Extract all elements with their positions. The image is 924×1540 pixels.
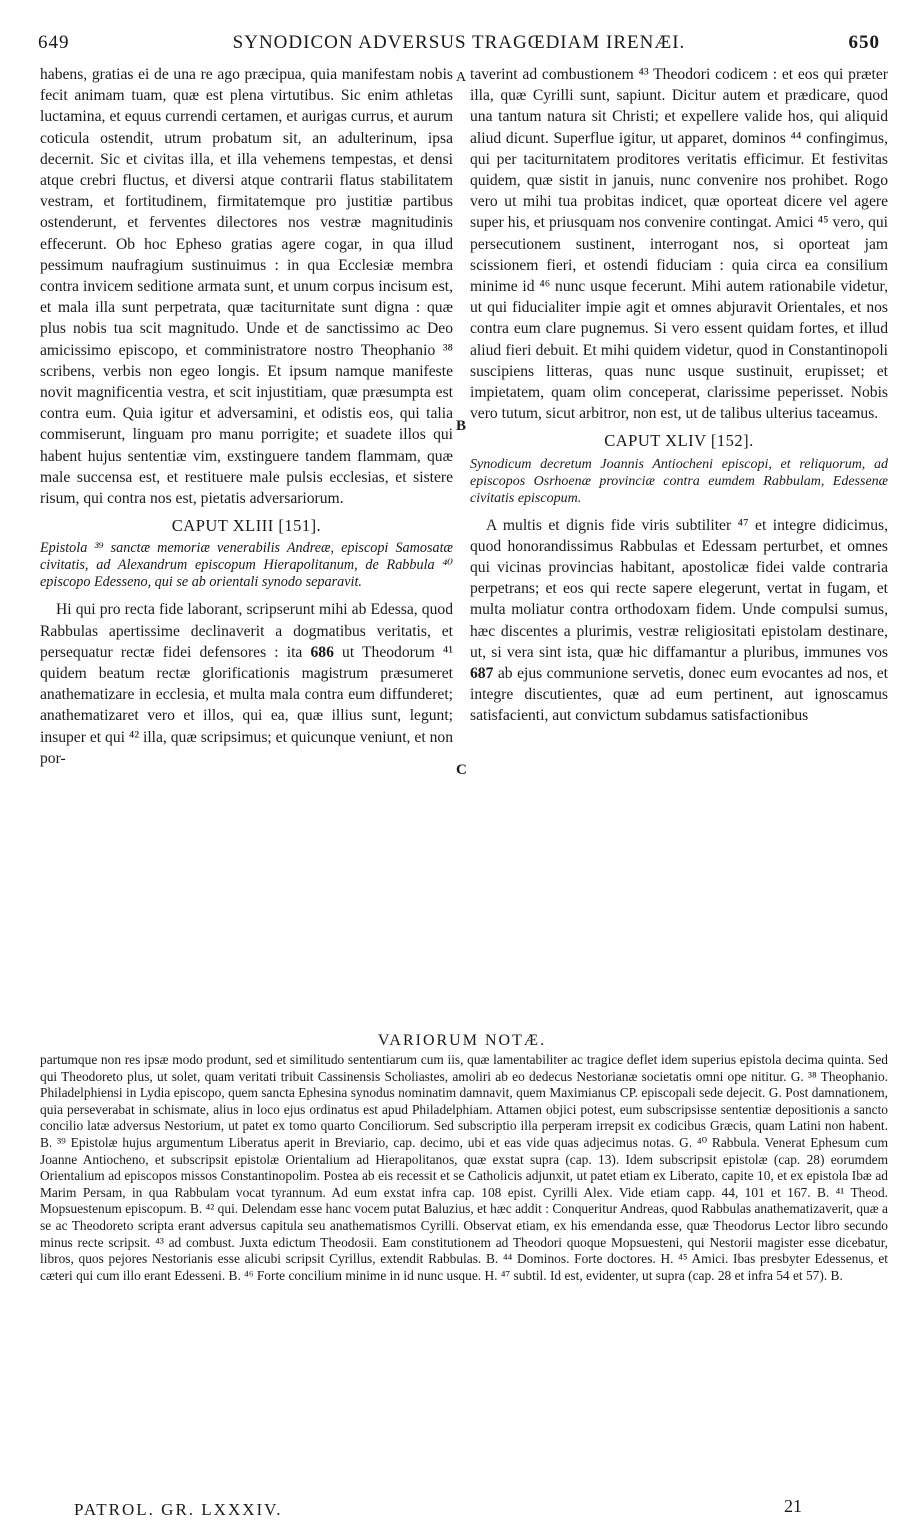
right-paragraph-1: taverint ad combustionem ⁴³ Theodori codicem : et eos qui præter illa, quæ Cyrilli sunt, sapiunt. Dicitur autem et prædicare, quod una tantum natura sit Christi; et expellere valide hos, qui aliquid aliud dicunt. Superflue igitur, ut apparet, dominos ⁴⁴ confingimus, qui per taciturnitatem proditores veritatis efficimur. Et festivitas quidem, quæ sistit in januis, nunc convenire nos prohibet. Rogo vero ut mihi tua probitas indicet, quæ oporteat dicere vel agere super his, et priusquam nos convenire contingat. Amici ⁴⁵ vero, qui persecutionem sustinent, interrogant nos, si oporteat jam scissionem fieri, et ostendi fiduciam : quia circa ea consilium minime id ⁴⁶ nunc usque fecerunt. Mihi autem rationabile videtur, ut qui fiducialiter impie agit et omnes abjuravit Orientales, et nos contra eum clare pugnemus. Si vero essent quidam fortes, et illud aliud fieri debuit. Et mihi quidem videtur, quod in Constantinopoli suscipiens litteras, quas nunc usque sustinuit, erupisset; et impietatem, quam olim conceperat, clarissime peperisset. Nobis vero tutum, sicut arbitror, non est, ut de talibus ulterius taceamus.	[470, 66, 888, 423]
column-marker-686: 686	[310, 643, 334, 661]
chapter-44-text-b: ab ejus communione servetis, donec eum evocantes ad nos, et integre discutientes, quæ ad eum pertinent, aut ignoscamus satisfacienti, aut convictum subdamus satisfactionibus	[470, 665, 888, 725]
chapter-43-text-a: Hi qui pro recta fide laborant, scripserunt mihi ab Edessa, quod Rabbulas apertissime declinaverit a dogmatibus veritatis, et persequatur rectæ fidei defensores : ita	[40, 601, 453, 661]
footer-sheet-number: 21	[784, 1496, 802, 1516]
chapter-44-text-a: A multis et dignis fide viris subtiliter ⁴⁷ et integre didicimus, quod honorandissimus Rabbulas et Edessam perturbet, et omnes qui vicinas provincias habitant, apostolicæ fidei valde contraria perpetrans; et eos qui recte sapere elegerunt, vertat in fugam, et multa moliatur contra orthodoxam fidem. Unde compulsi sumus, hæc discentes a plurimis, vestræ religiositati epistolam destinare, ut, si vera sint ista, quæ hic diffamantur a pluribus, immunes vos	[470, 516, 888, 661]
notes-heading: VARIORUM NOTÆ.	[377, 1032, 547, 1049]
chapter-43-text-b: ut Theodorum ⁴¹ quidem beatum rectæ glorificationis magistrum præsumeret anathematizare in ecclesia, et multa mala contra eum diffunderet; anathematizaret vero et illos, qui ea, quæ illius sunt, legunt; insuper et qui ⁴² illa, quæ scripsimus; et quicunque veniunt, et non por-	[40, 643, 453, 767]
chapter-44-subtitle: Synodicum decretum Joannis Antiocheni episcopi, et reliquorum, ad episcopos Osrhoenæ provinciæ contra eumdem Rabbulam, Edessenæ civitatis episcopum.	[470, 456, 888, 506]
margin-letter-c: C	[456, 762, 467, 778]
chapter-44-text	[470, 515, 888, 727]
running-header	[38, 32, 880, 58]
margin-letter-b: B	[456, 418, 467, 434]
footer-signature: PATROL. GR. LXXXIV.	[74, 1500, 283, 1519]
chapter-44-title: CAPUT XLIV [152].	[604, 431, 754, 451]
chapter-43-title: CAPUT XLIII [151].	[171, 516, 322, 536]
page-number-right: 650	[848, 32, 880, 53]
page-number-left: 649	[38, 32, 70, 53]
left-paragraph-1: habens, gratias ei de una re ago præcipua, quia manifestam nobis fecit animam tuam, quæ est plena virtutibus. Sic enim athletas luctamina, et equus currendi certamen, et aurigas currus, et aurum coticula ostendit, utrum probatum sit, an adulterinum, ipsa decernit. Sic et civitas illa, et illa vehemens tempestas, et densi atque crebri fluctus, et diversi atque contrarii flatus stabilitatem vestram, et fortitudinem, firmitatemque pro justitiæ partibus ostenderunt, et ferventes dilectores nos vestræ magnitudinis effecerunt. Ob hoc Epheso gratias agere cogar, in qua illud pessimum naufragium sustinuimus : in qua Ecclesiæ membra contra invicem seditione armata sunt, et unum corpus incisum est, et mala illa sunt perpetrata, quæ taciturnitate sunt digna : quæ plus nobis tua scit magnitudo. Unde et de sanctissimo ac Deo amicissimo episcopo, et comministratore nostro Theophanio ³⁸ scribens, verbis non egeo longis. Et ipsum namque manifeste novit magnificentia vestra, et scit injustitiam, quæ præsumpta est contra eum. Quia igitur et adversamini, et odistis eos, qui talia commiserunt, linguam pro manu porrigite; et suadete illos qui habent hujus sententiæ vim, exstinguere tandem flammam, quæ male succensa est, et restituere male pulsis ecclesias, et sistere risum, qui contra nos est, pietatis adversariorum.	[40, 66, 453, 508]
margin-letter-a: A	[456, 70, 467, 85]
chapter-43-subtitle: Epistola ³⁹ sanctæ memoriæ venerabilis Andreæ, episcopi Samosatæ civitatis, ad Alexandrum episcopum Hierapolitanum, de Rabbula ⁴⁰ episcopo Edesseno, qui se ab orientali synodo separavit.	[40, 540, 453, 591]
chapter-43-text	[40, 599, 453, 769]
notes-text: partumque non res ipsæ modo produnt, sed et similitudo sententiarum cum iis, quæ lamentabiliter ac tragice deflet idem superius epistola decima quinta. Sed qui Theodoreto plus, ut solet, quam veritati tribuit Cassinensis Scholiastes, amoliri ab eo dedecus Nestorianæ societatis omni ope nititur. G. ³⁸ Theophanio. Philadelphiensi in Lydia episcopo, quem sancta Ephesina synodus nominatim damnavit, quem Maximianus CP. episcopali sede dejecit. G. Post damnationem, quia perseverabat in schismate, alius in loco ejus ordinatus est apud Philadelphiam. Attamen objici potest, eum subscripsisse sententiæ depositionis a sancto concilio latæ adversus Nestorium, ut patet ex tomo quarto Conciliorum. Sed subscriptio illa perperam irrepsit ex codicibus Græcis, quam Latini non habent. B. ³⁹ Epistolæ hujus argumentum Liberatus aperit in Breviario, cap. decimo, ubi et eas vide quas adjecimus notas. G. ⁴⁰ Rabbula. Venerat Ephesum cum Joanne Antiocheno, et subscripsit epistolæ Orientalium ad Hierapolitanos, quæ exstat supra (cap. 13). Idem subscripsit epistolæ (cap. 28) eorumdem Orientalium ad episcopos missos Constantinopolim. Postea ab eis recessit et se Catholicis adjunxit, ut patet etiam ex Liberato, capite 10, et ex epistola Ibæ ad Marim Persam, in qua Rabbulam vocat tyrannum. Ad eum exstat infra cap. 108 epist. Cyrilli Alex. Vide etiam capp. 44, 101 et 167. B. ⁴¹ Theod. Mopsuestenum episcopum. B. ⁴² qui. Delendam esse hanc vocem putat Baluzius, et hæc addit : Conqueritur Andreas, quod Rabbulas anathematizaverit, quæ a se ac Theodoreto scripta erant adversus capitula seu anathematismos Cyrilli. Observat etiam, ex his emendanda esse, quæ Theodorus Lector libro secundo minus recte scripsit. ⁴³ ad combust. Juxta edictum Theodosii. Eam constitutionem ad Theodori quoque Mopsuesteni, qui Nestorii magister esse dicebatur, libros, quos pejores Nestorianis esse alicubi scripsit Cyrillus, extendit Rabbulas. B. ⁴⁴ Dominos. Forte doctores. H. ⁴⁵ Amici. Ibas presbyter Edessenus, et cæteri qui cum illo erant Edesseni. B. ⁴⁶ Forte concilium minime in id nunc usque. H. ⁴⁷ subtil. Id est, evidenter, ut supra (cap. 28 et infra 54 et 57). B.	[40, 1052, 888, 1283]
column-marker-687: 687	[470, 665, 494, 683]
right-column	[470, 64, 888, 727]
left-column	[40, 64, 453, 769]
running-title: SYNODICON ADVERSUS TRAGŒDIAM IRENÆI.	[232, 32, 686, 53]
